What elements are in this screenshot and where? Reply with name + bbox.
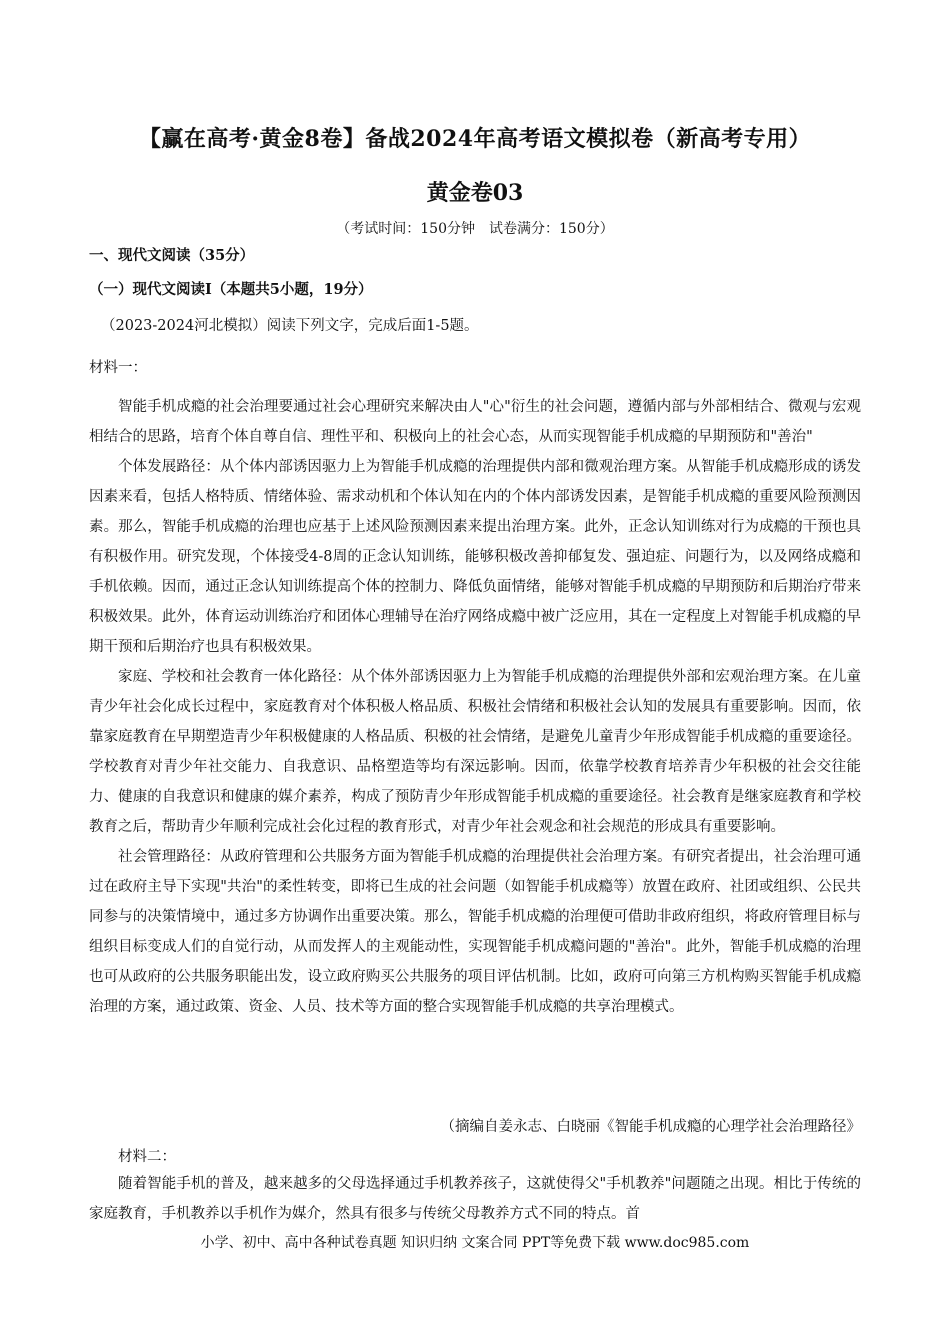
page-footer: 小学、初中、高中各种试卷真题 知识归纳 文案合同 PPT等免费下载 www.doc985.com xyxy=(200,1235,750,1251)
paper-subtitle: 黄金卷03 xyxy=(426,180,524,206)
material-two-body xyxy=(89,1169,861,1229)
paragraph: 家庭、学校和社会教育一体化路径：从个体外部诱因驱力上为智能手机成瘾的治理提供外部和宏观治理方案。在儿童青少年社会化成长过程中，家庭教育对个体积极人格品质、积极社会情绪和积极社会认知的发展具有重要影响。因而，依靠家庭教育在早期塑造青少年积极健康的人格品质、积极的社会情绪，是避免儿童青少年形成智能手机成瘾的重要途径。学校教育对青少年社交能力、自我意识、品格塑造等均有深远影响。因而，依靠学校教育培养青少年积极的社会交往能力、健康的自我意识和健康的媒介素养，构成了预防青少年形成智能手机成瘾的重要途径。社会教育是继家庭教育和学校教育之后，帮助青少年顺利完成社会化过程的教育形式，对青少年社会观念和社会规范的形成具有重要影响。 xyxy=(89,669,861,835)
exam-info: （考试时间：150分钟 试卷满分：150分） xyxy=(336,221,614,237)
paragraph: 个体发展路径：从个体内部诱因驱力上为智能手机成瘾的治理提供内部和微观治理方案。从智能手机成瘾形成的诱发因素来看，包括人格特质、情绪体验、需求动机和个体认知在内的个体内部诱发因素，是智能手机成瘾的重要风险预测因素。那么，智能手机成瘾的治理也应基于上述风险预测因素来提出治理方案。此外，正念认知训练对行为成瘾的干预也具有积极作用。研究发现，个体接受4-8周的正念认知训练，能够积极改善抑郁复发、强迫症、问题行为，以及网络成瘾和手机依赖。因而，通过正念认知训练提高个体的控制力、降低负面情绪，能够对智能手机成瘾的早期预防和后期治疗带来积极效果。此外，体育运动训练治疗和团体心理辅导在治疗网络成瘾中被广泛应用，其在一定程度上对智能手机成瘾的早期干预和后期治疗也具有积极效果。 xyxy=(89,459,861,655)
material-one-label: 材料一： xyxy=(89,360,147,376)
reading-instruction: （2023-2024河北模拟）阅读下列文字，完成后面1-5题。 xyxy=(101,318,479,334)
material-two-label: 材料二： xyxy=(118,1149,176,1165)
section-heading: 一、现代文阅读（35分） xyxy=(89,247,255,264)
sub-section-heading: （一）现代文阅读Ⅰ（本题共5小题，19分） xyxy=(89,281,373,298)
page-title: 【赢在高考·黄金8卷】备战2024年高考语文模拟卷（新高考专用） xyxy=(138,126,812,152)
material-one-body xyxy=(89,392,861,1022)
paragraph: 社会管理路径：从政府管理和公共服务方面为智能手机成瘾的治理提供社会治理方案。有研究者提出，社会治理可通过在政府主导下实现"共治"的柔性转变，即将已生成的社会问题（如智能手机成瘾等）放置在政府、社团或组织、公民共同参与的决策情境中，通过多方协调作出重要决策。那么，智能手机成瘾的治理便可借助非政府组织，将政府管理目标与组织目标变成人们的自觉行动，从而发挥人的主观能动性，实现智能手机成瘾问题的"善治"。此外，智能手机成瘾的治理也可从政府的公共服务职能出发，设立政府购买公共服务的项目评估机制。比如，政府可向第三方机构购买智能手机成瘾治理的方案，通过政策、资金、人员、技术等方面的整合实现智能手机成瘾的共享治理模式。 xyxy=(89,849,861,1015)
paragraph: 智能手机成瘾的社会治理要通过社会心理研究来解决由人"心"衍生的社会问题，遵循内部与外部相结合、微观与宏观相结合的思路，培育个体自尊自信、理性平和、积极向上的社会心态，从而实现智能手机成瘾的早期预防和"善治" xyxy=(89,399,861,445)
paragraph: 随着智能手机的普及，越来越多的父母选择通过手机教养孩子，这就使得父"手机教养"问题随之出现。相比于传统的家庭教育，手机教养以手机作为媒介，然具有很多与传统父母教养方式不同的特点。首 xyxy=(89,1176,861,1222)
material-one-source: （摘编自姜永志、白晓丽《智能手机成瘾的心理学社会治理路径》 xyxy=(440,1119,861,1135)
